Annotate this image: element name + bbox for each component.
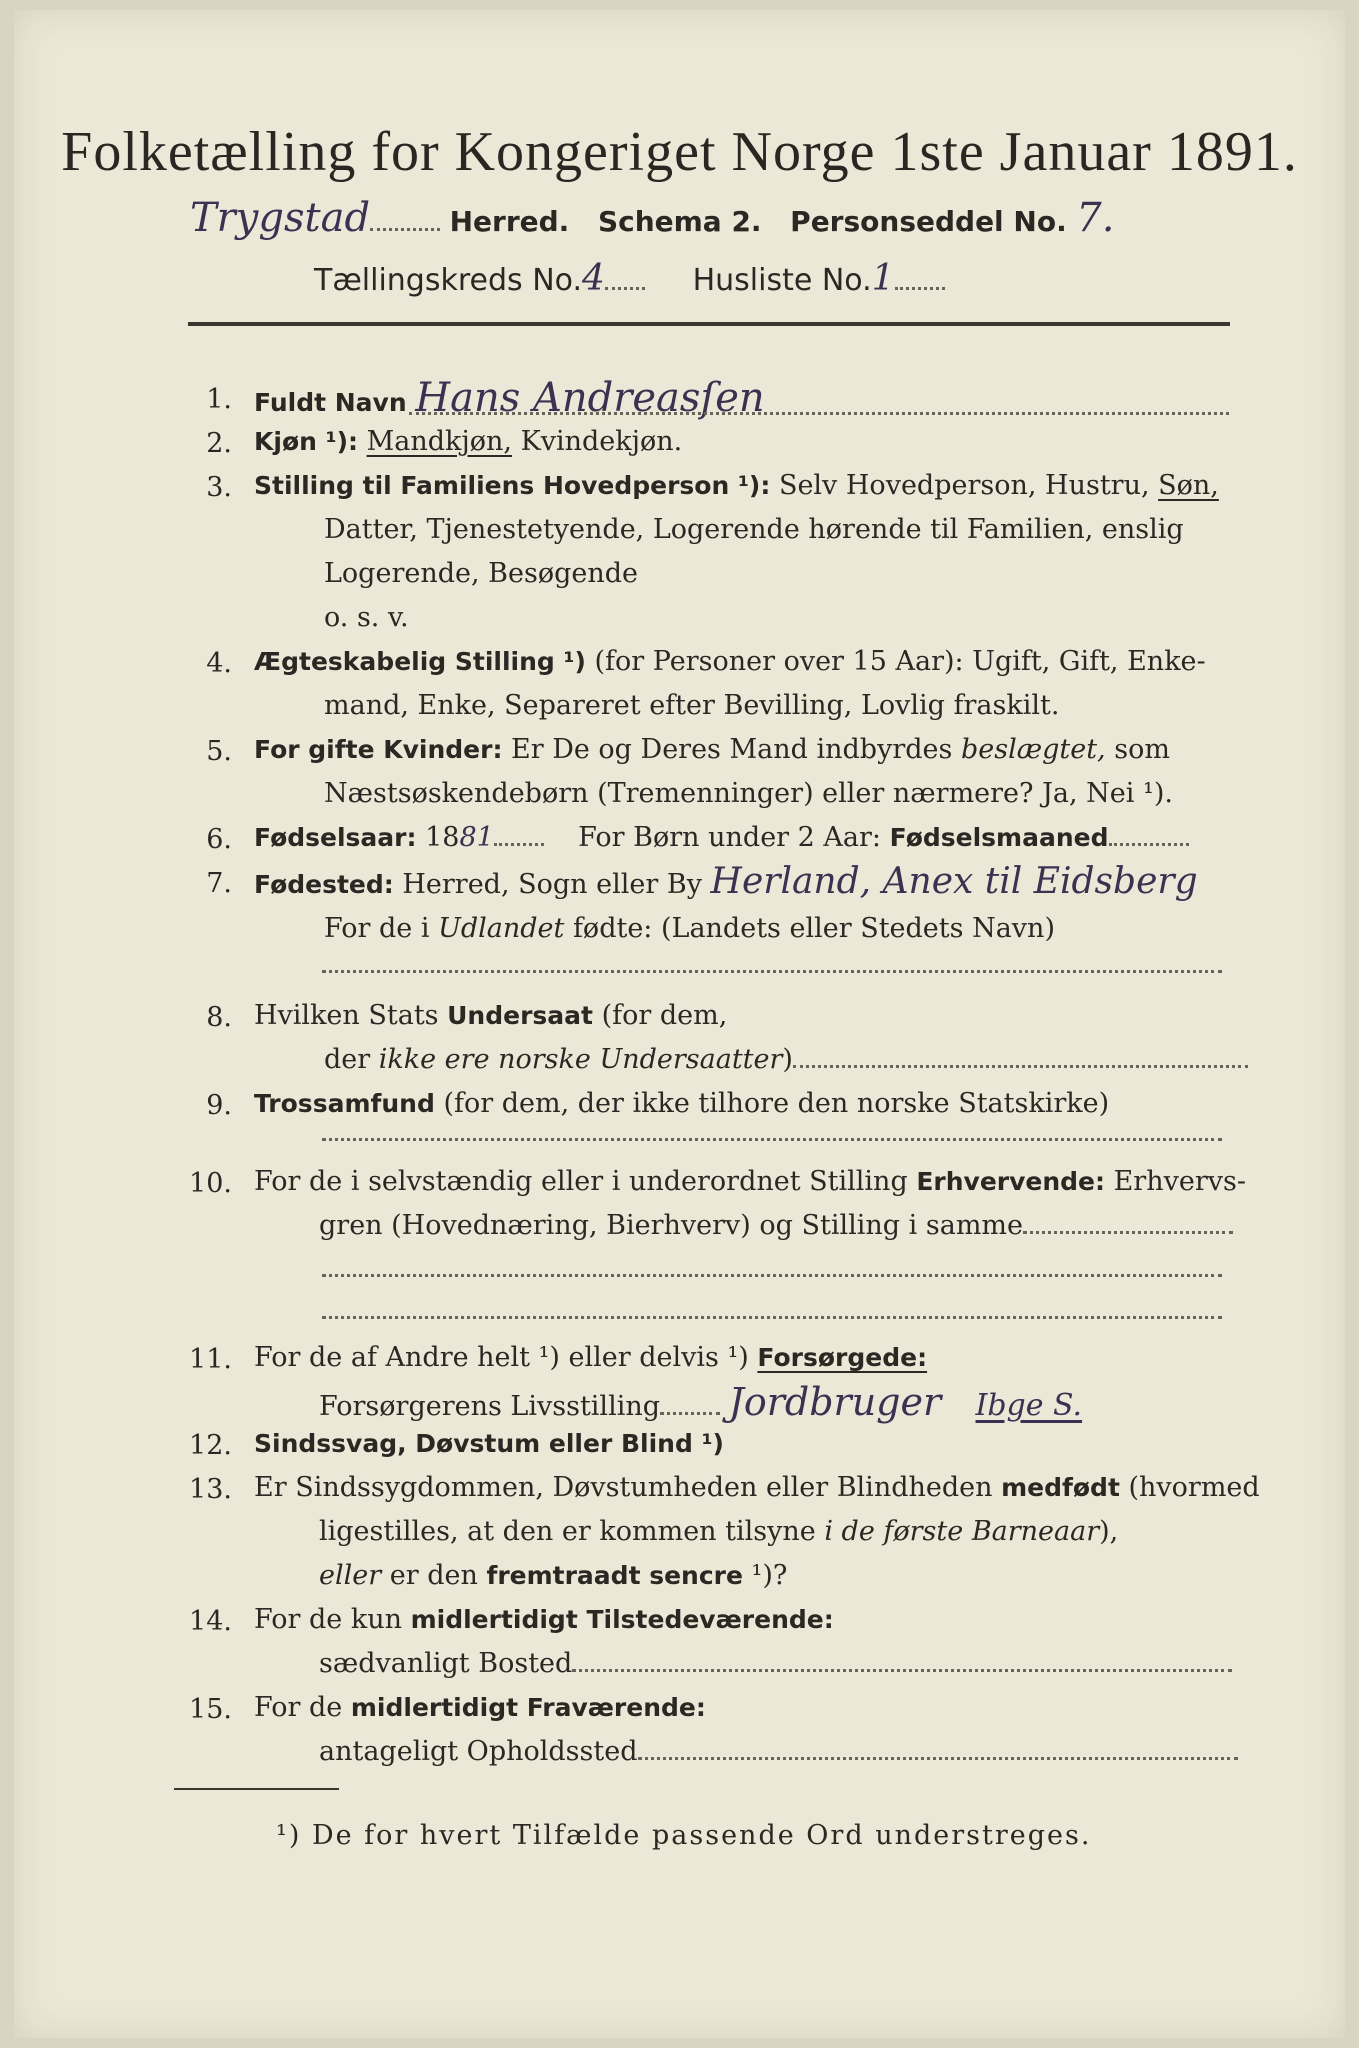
- q13-label: medfødt: [1001, 1473, 1120, 1502]
- kreds-line: [314, 258, 945, 299]
- q1-number: 1.: [206, 384, 232, 415]
- q8-label: Undersaat: [447, 1001, 593, 1030]
- q7-line2i: Udlandet: [438, 913, 565, 944]
- q7-number: 7.: [206, 868, 232, 899]
- q13-line2b: ),: [1099, 1516, 1119, 1547]
- q10-label: Erhvervende:: [916, 1167, 1106, 1196]
- q5-line1a: Er De og Deres Mand indbyrdes: [502, 734, 961, 765]
- census-form: [14, 10, 1345, 2038]
- q4-text: [254, 640, 1206, 728]
- kreds-value: 4: [582, 258, 605, 299]
- q7-line2b: fødte: (Landets eller Stedets Navn): [564, 913, 1055, 944]
- q4-number: 4.: [206, 648, 232, 679]
- q11-line2: Forsørgerens Livsstilling: [319, 1391, 661, 1422]
- q13-line3a: er den: [381, 1560, 487, 1591]
- q6-number: 6.: [206, 824, 232, 855]
- q13-line2a: ligestilles, at den er kommen tilsyne: [319, 1516, 825, 1547]
- q11-label: Forsørgede:: [757, 1343, 928, 1372]
- q10-fill-line-1: [322, 1274, 1222, 1277]
- q8-line2i: ikke ere norske Undersaatter: [378, 1044, 783, 1075]
- q6-year-prefix: 18: [416, 822, 460, 853]
- q9-label: Trossamfund: [254, 1089, 435, 1118]
- q3-text: [254, 464, 1234, 640]
- q13-number: 13.: [189, 1474, 232, 1505]
- herred-label: Herred.: [449, 205, 570, 238]
- husliste-value: 1: [871, 258, 895, 299]
- q7-label: Fødested:: [254, 870, 394, 899]
- q14-line1a: For de kun: [254, 1604, 411, 1635]
- q1-text: [254, 376, 765, 425]
- q10-number: 10.: [189, 1168, 232, 1199]
- q11-value: Jordbruger: [728, 1380, 942, 1424]
- q12-number: 12.: [189, 1430, 232, 1461]
- q10-line2: gren (Hovednæring, Bierhverv) og Stilling i samme: [319, 1210, 1024, 1241]
- q5-line2: Næstsøskendebørn (Tremenninger) eller nærmere? Ja, Nei ¹).: [324, 778, 1173, 809]
- q14-label: midlertidigt Tilstedeværende:: [410, 1605, 834, 1634]
- q10-line1b: Erhvervs-: [1105, 1166, 1246, 1197]
- q15-line1a: For de: [254, 1692, 351, 1723]
- q6-under2: For Børn under 2 Aar:: [578, 822, 882, 853]
- q8-line2a: der: [324, 1044, 379, 1075]
- q11-number: 11.: [189, 1344, 232, 1375]
- q7-line1: Herred, Sogn eller By: [393, 869, 702, 900]
- footnote-rule: [174, 1788, 339, 1790]
- q14-text: [254, 1598, 1232, 1686]
- q3-selected: Søn,: [1158, 470, 1219, 501]
- q8-line1b: (for dem,: [592, 1000, 728, 1031]
- personseddel-label: Personseddel No.: [790, 205, 1067, 238]
- q3-label: Stilling til Familiens Hovedperson ¹):: [254, 471, 771, 500]
- q13-line3i: eller: [319, 1560, 382, 1591]
- q15-label: midlertidigt Fraværende:: [350, 1693, 706, 1722]
- q12-label: Sindssvag, Døvstum eller Blind ¹): [254, 1429, 724, 1458]
- husliste-label: Husliste No.: [692, 263, 872, 298]
- q6-month-label: Fødselsmaaned: [889, 823, 1109, 852]
- q4-label: Ægteskabelig Stilling ¹): [254, 647, 586, 676]
- q3-line2: Datter, Tjenestetyende, Logerende hørende til Familien, enslig: [324, 514, 1184, 545]
- q13-label2: fremtraadt sencre: [486, 1561, 743, 1590]
- q13-text: [254, 1466, 1260, 1598]
- q5-number: 5.: [206, 736, 232, 767]
- q5-label: For gifte Kvinder:: [254, 735, 503, 764]
- q7-fill-line: [322, 970, 1222, 973]
- kreds-label: Tællingskreds No.: [314, 263, 582, 298]
- q8-line1a: Hvilken Stats: [254, 1000, 448, 1031]
- q13-line3b: ¹)?: [742, 1560, 788, 1591]
- q4-line2: mand, Enke, Separeret efter Bevilling, Lovlig fraskilt.: [324, 690, 1060, 721]
- q10-fill-line-2: [322, 1316, 1222, 1319]
- q7-line2a: For de i: [324, 913, 439, 944]
- q5-line1i: beslægtet,: [960, 734, 1106, 765]
- q9-fill-line: [322, 1138, 1222, 1141]
- q5-line1b: som: [1105, 734, 1170, 765]
- q2-text: [254, 420, 682, 464]
- q2-number: 2.: [206, 428, 232, 459]
- footnote: ¹) De for hvert Tilfælde passende Ord understreges.: [276, 1820, 1092, 1851]
- q3-line4: o. s. v.: [324, 602, 409, 633]
- q2-label: Kjøn ¹):: [254, 427, 358, 456]
- q3-line3: Logerende, Besøgende: [324, 558, 638, 589]
- q13-line2i: i de første Barneaar: [824, 1516, 1100, 1547]
- q3-line1: Selv Hovedperson, Hustru,: [770, 470, 1159, 501]
- q12-text: [254, 1422, 724, 1466]
- q8-text: [254, 994, 1248, 1082]
- q15-line2: antageligt Opholdssted: [319, 1736, 638, 1767]
- q7-text: [254, 860, 1198, 951]
- q8-line2b: ): [782, 1044, 793, 1075]
- q10-text: [254, 1160, 1246, 1248]
- q3-number: 3.: [206, 472, 232, 503]
- q7-value: Herland, Anex til Eidsberg: [710, 861, 1198, 902]
- q15-number: 15.: [189, 1694, 232, 1725]
- q14-number: 14.: [189, 1606, 232, 1637]
- q6-text: [254, 816, 1189, 860]
- q8-number: 8.: [206, 1002, 232, 1033]
- q9-text: [254, 1082, 1109, 1126]
- q6-year-value: 81: [459, 822, 494, 853]
- q1-label: Fuldt Navn: [254, 388, 407, 417]
- q4-line1: (for Personer over 15 Aar): Ugift, Gift, Enke-: [585, 646, 1206, 677]
- q15-text: [254, 1686, 1238, 1774]
- q1-value: Hans Andreasſen: [415, 375, 765, 421]
- q11-line1a: For de af Andre helt ¹) eller delvis ¹): [254, 1342, 758, 1373]
- q5-text: [254, 728, 1173, 816]
- herred-value: Trygstad: [190, 195, 371, 241]
- q9-line1: (for dem, der ikke tilhore den norske Statskirke): [434, 1088, 1110, 1119]
- q11-text: [254, 1336, 1082, 1429]
- q6-label: Fødselsaar:: [254, 823, 417, 852]
- q13-line1b: (hvormed: [1119, 1472, 1260, 1503]
- q11-value2: Ibge S.: [975, 1388, 1083, 1423]
- q10-line1a: For de i selvstændig eller i underordnet Stilling: [254, 1166, 917, 1197]
- q2-option-male: Mandkjøn,: [366, 426, 512, 457]
- schema-label: Schema 2.: [597, 205, 762, 238]
- personseddel-value: 7.: [1076, 195, 1115, 241]
- q9-number: 9.: [206, 1090, 232, 1121]
- header-rule: [188, 322, 1230, 326]
- q1-fill-line: [409, 412, 1229, 415]
- form-title: Folketælling for Kongeriget Norge 1ste Januar 1891.: [61, 121, 1298, 183]
- herred-line: [190, 195, 1114, 241]
- q14-line2: sædvanligt Bosted: [319, 1648, 573, 1679]
- q13-line1a: Er Sindssygdommen, Døvstumheden eller Blindheden: [254, 1472, 1002, 1503]
- q2-option-female: Kvindekjøn.: [511, 426, 683, 457]
